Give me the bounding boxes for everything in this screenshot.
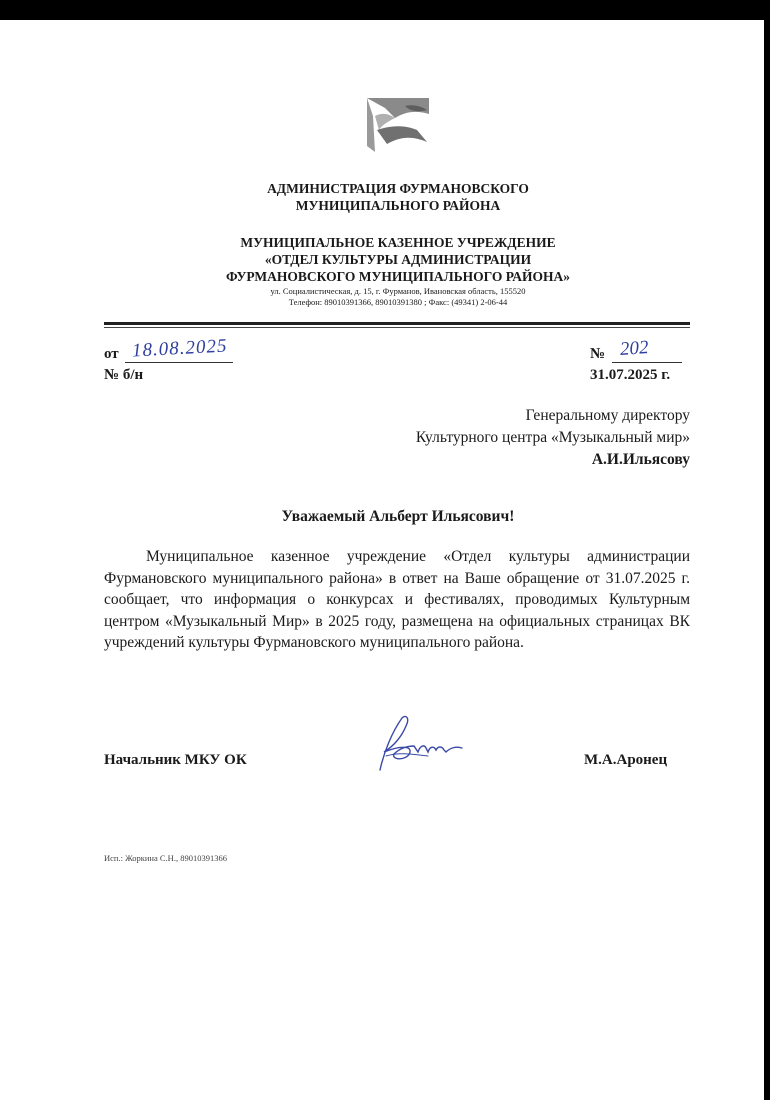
letter-body: Муниципальное казенное учреждение «Отдел культуры администрации Фурмановского муниципального района» в ответ на Ваше обращение от 31.07.2025 г. сообщает, что информация о конкурсах и фестивалях, проводимых Культурным центром «Музыкальный Мир» в 2025 году, размещена на официальных страницах ВК учреждений культуры Фурмановского муниципального района. (104, 548, 690, 651)
from-date-handwritten: 18.08.2025 (131, 335, 228, 362)
institution-heading (0, 234, 770, 285)
from-label: от (104, 346, 119, 362)
admin-heading (0, 180, 770, 214)
admin-line-2: МУНИЦИПАЛЬНОГО РАЙОНА (295, 198, 501, 213)
phones-line: Телефон: 89010391366, 89010391380 ; Факс: (49341) 2-06-44 (288, 297, 508, 307)
number-handwritten: 202 (619, 337, 650, 360)
addressee-block (416, 405, 690, 471)
reference-date: 31.07.2025 г. (590, 367, 671, 383)
header-rule-thick (104, 322, 690, 325)
signatory-role: Начальник МКУ ОК (104, 752, 247, 768)
address-line: ул. Социалистическая, д. 15, г. Фурманов, Ивановская область, 155520 (270, 286, 526, 296)
number-underline (612, 362, 682, 363)
institution-line-3: ФУРМАНОВСКОГО МУНИЦИПАЛЬНОГО РАЙОНА» (225, 269, 571, 284)
greeting: Уважаемый Альберт Ильясович! (281, 508, 515, 525)
executor-note: Исп.: Жоркина С.Н., 89010391366 (104, 853, 227, 863)
number-label: № (590, 346, 606, 362)
handwritten-signature-icon (372, 712, 468, 776)
contact-block (0, 286, 770, 308)
from-date-underline (125, 362, 233, 363)
emblem-logo-icon (365, 96, 431, 152)
scan-border-top (0, 0, 770, 20)
addressee-name: А.И.Ильясову (591, 451, 690, 468)
addressee-line-2: Культурного центра «Музыкальный мир» (415, 429, 690, 446)
institution-line-2: «ОТДЕЛ КУЛЬТУРЫ АДМИНИСТРАЦИИ (264, 252, 532, 267)
admin-line-1: АДМИНИСТРАЦИЯ ФУРМАНОВСКОГО (267, 181, 529, 196)
institution-line-1: МУНИЦИПАЛЬНОЕ КАЗЕННОЕ УЧРЕЖДЕНИЕ (240, 235, 556, 250)
addressee-line-1: Генеральному директору (525, 407, 690, 424)
signatory-name: М.А.Аронец (584, 752, 668, 768)
no-number-label: № б/н (104, 367, 144, 383)
header-rule-thin (104, 327, 690, 328)
